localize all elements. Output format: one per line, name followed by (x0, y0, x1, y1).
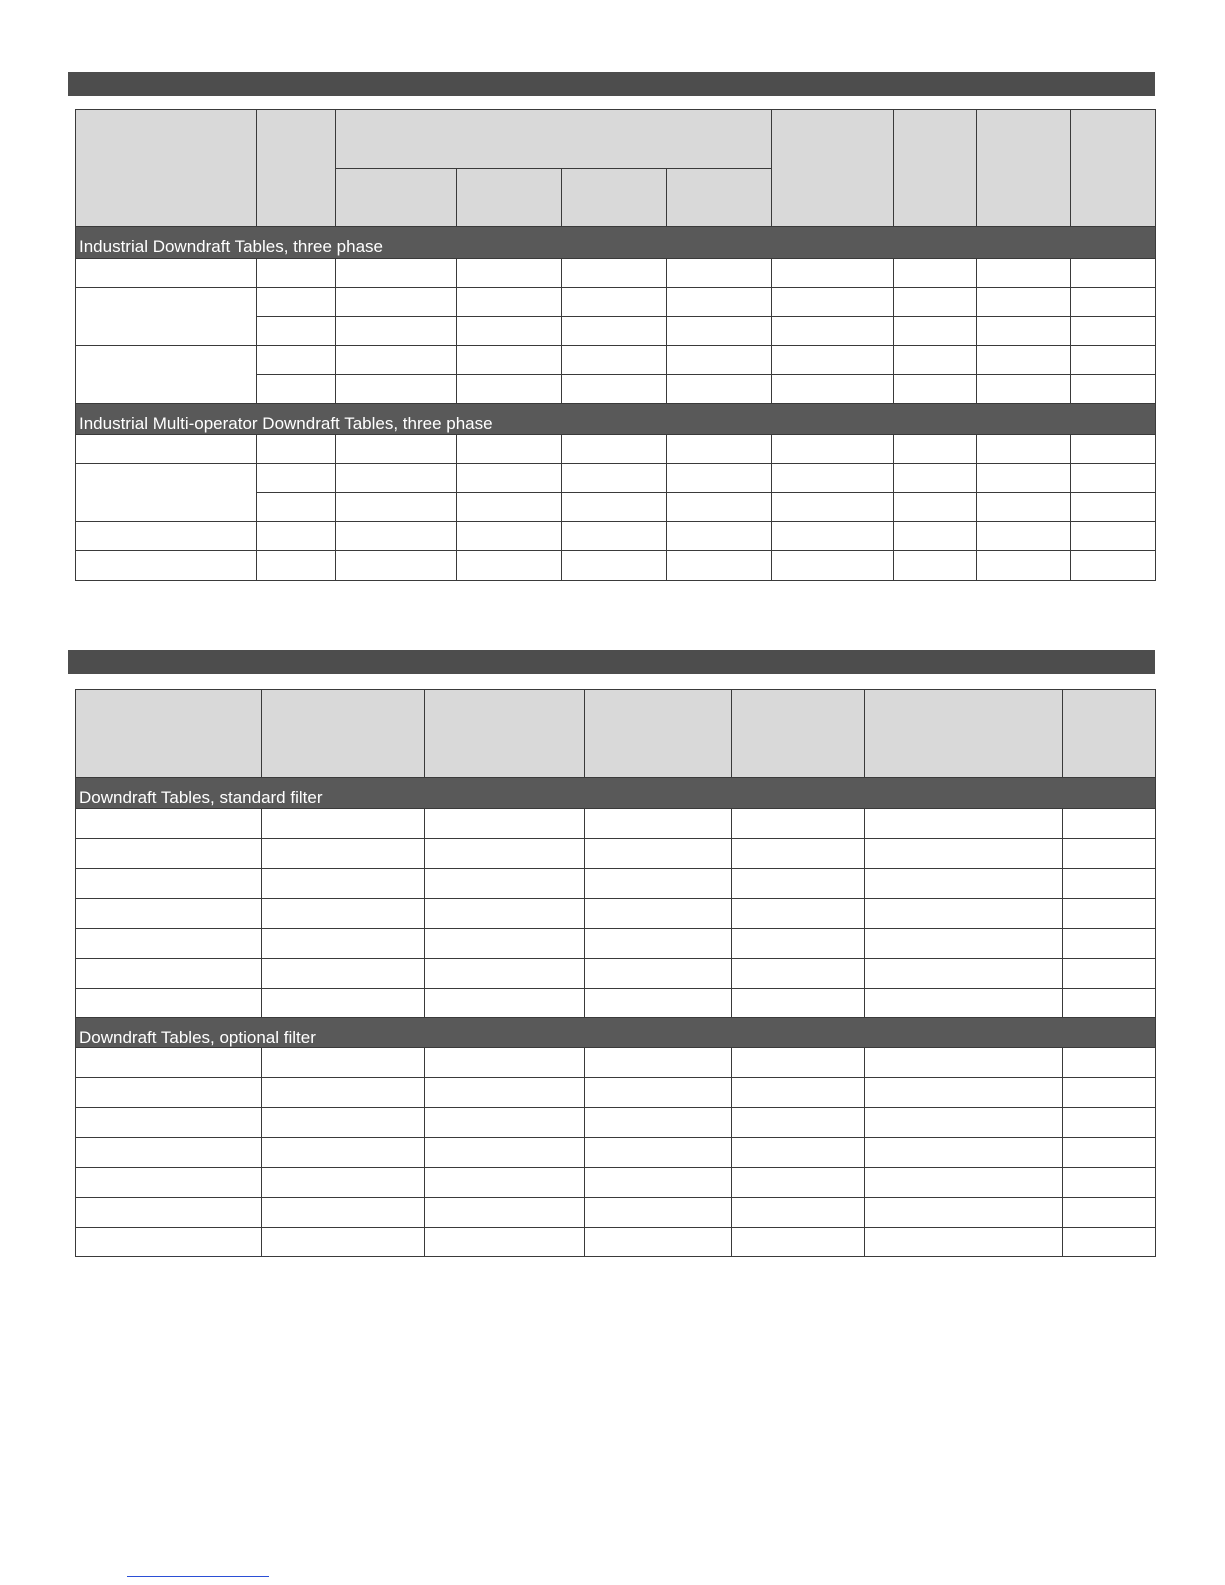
table-cell (584, 808, 732, 839)
table-cell (424, 1107, 585, 1138)
table-cell (261, 958, 425, 989)
table-cell (424, 1167, 585, 1198)
table-cell (261, 988, 425, 1018)
table-cell (424, 1197, 585, 1228)
table-cell (75, 838, 262, 869)
table-cell (731, 838, 865, 869)
table-cell (864, 1167, 1063, 1198)
table-cell (731, 898, 865, 929)
table-cell (731, 1227, 865, 1257)
table-cell (584, 1137, 732, 1168)
table-cell (75, 1167, 262, 1198)
table-cell (1062, 1167, 1156, 1198)
table-cell (584, 868, 732, 899)
table-cell (424, 988, 585, 1018)
table-cell (75, 928, 262, 959)
section-label: Industrial Downdraft Tables, three phase (75, 226, 1156, 259)
table-cell (1062, 1227, 1156, 1257)
table-cell (864, 838, 1063, 869)
table-cell (864, 958, 1063, 989)
table-cell (731, 1047, 865, 1078)
header-cell (1062, 689, 1156, 778)
table-cell (1062, 838, 1156, 869)
table-cell (864, 928, 1063, 959)
table-cell (1062, 928, 1156, 959)
table-cell (731, 928, 865, 959)
table-cell (864, 1227, 1063, 1257)
table-cell (584, 1227, 732, 1257)
table-cell (864, 808, 1063, 839)
table-cell (731, 958, 865, 989)
table-cell (75, 808, 262, 839)
table-cell (864, 988, 1063, 1018)
table-cell (261, 1137, 425, 1168)
table-cell (424, 928, 585, 959)
table-cell (75, 1077, 262, 1108)
table-cell (584, 928, 732, 959)
table-cell (864, 868, 1063, 899)
header-cell (864, 689, 1063, 778)
table-cell (1062, 868, 1156, 899)
table-cell (731, 988, 865, 1018)
table-cell (261, 1077, 425, 1108)
table-cell (731, 1197, 865, 1228)
table-cell (424, 838, 585, 869)
table-cell (731, 1167, 865, 1198)
table-cell (1062, 1107, 1156, 1138)
section-label: Downdraft Tables, optional filter (75, 1017, 1156, 1048)
table-cell (584, 1077, 732, 1108)
footer-link[interactable] (127, 1576, 269, 1577)
header-cell (584, 689, 732, 778)
table-cell (261, 928, 425, 959)
table-cell (1062, 988, 1156, 1018)
table-cell (75, 988, 262, 1018)
table-cell (424, 1047, 585, 1078)
header-cell (424, 689, 585, 778)
table-cell (1062, 1137, 1156, 1168)
table-cell (75, 1107, 262, 1138)
table-cell (864, 1107, 1063, 1138)
section-label: Industrial Multi-operator Downdraft Tables, three phase (75, 403, 1156, 435)
table-cell (864, 1137, 1063, 1168)
table-cell (424, 1227, 585, 1257)
table-cell (584, 958, 732, 989)
table-cell (424, 868, 585, 899)
table-cell (75, 868, 262, 899)
section-label: Downdraft Tables, standard filter (75, 777, 1156, 809)
table-cell (261, 898, 425, 929)
table-cell (261, 838, 425, 869)
table-cell (584, 1197, 732, 1228)
header-cell (75, 689, 262, 778)
table-cell (584, 898, 732, 929)
table-cell (75, 1047, 262, 1078)
table-cell (864, 1077, 1063, 1108)
table-cell (731, 1137, 865, 1168)
table-cell (424, 808, 585, 839)
table-cell (75, 1227, 262, 1257)
table-cell (261, 1197, 425, 1228)
header-cell (731, 689, 865, 778)
table-cell (75, 898, 262, 929)
table-cell (75, 1137, 262, 1168)
table-cell (864, 898, 1063, 929)
table-cell (584, 1167, 732, 1198)
table-cell (261, 1107, 425, 1138)
table-cell (584, 1047, 732, 1078)
table-cell (1062, 1047, 1156, 1078)
table-cell (584, 838, 732, 869)
table-cell (864, 1197, 1063, 1228)
table-cell (424, 1077, 585, 1108)
table-cell (731, 1107, 865, 1138)
table-cell (1062, 1077, 1156, 1108)
header-cell (261, 689, 425, 778)
table-cell (261, 1047, 425, 1078)
table-cell (584, 1107, 732, 1138)
table-cell (584, 988, 732, 1018)
table-cell (1062, 808, 1156, 839)
table-cell (261, 868, 425, 899)
table-cell (1062, 1197, 1156, 1228)
table-cell (261, 1167, 425, 1198)
table-cell (261, 1227, 425, 1257)
table-cell (75, 1197, 262, 1228)
table-cell (864, 1047, 1063, 1078)
table-cell (731, 1077, 865, 1108)
table-cell (731, 808, 865, 839)
table-cell (261, 808, 425, 839)
table-cell (1062, 898, 1156, 929)
table-cell (75, 958, 262, 989)
table-cell (1062, 958, 1156, 989)
table-cell (424, 958, 585, 989)
table-cell (731, 868, 865, 899)
table-cell (424, 898, 585, 929)
table-cell (424, 1137, 585, 1168)
